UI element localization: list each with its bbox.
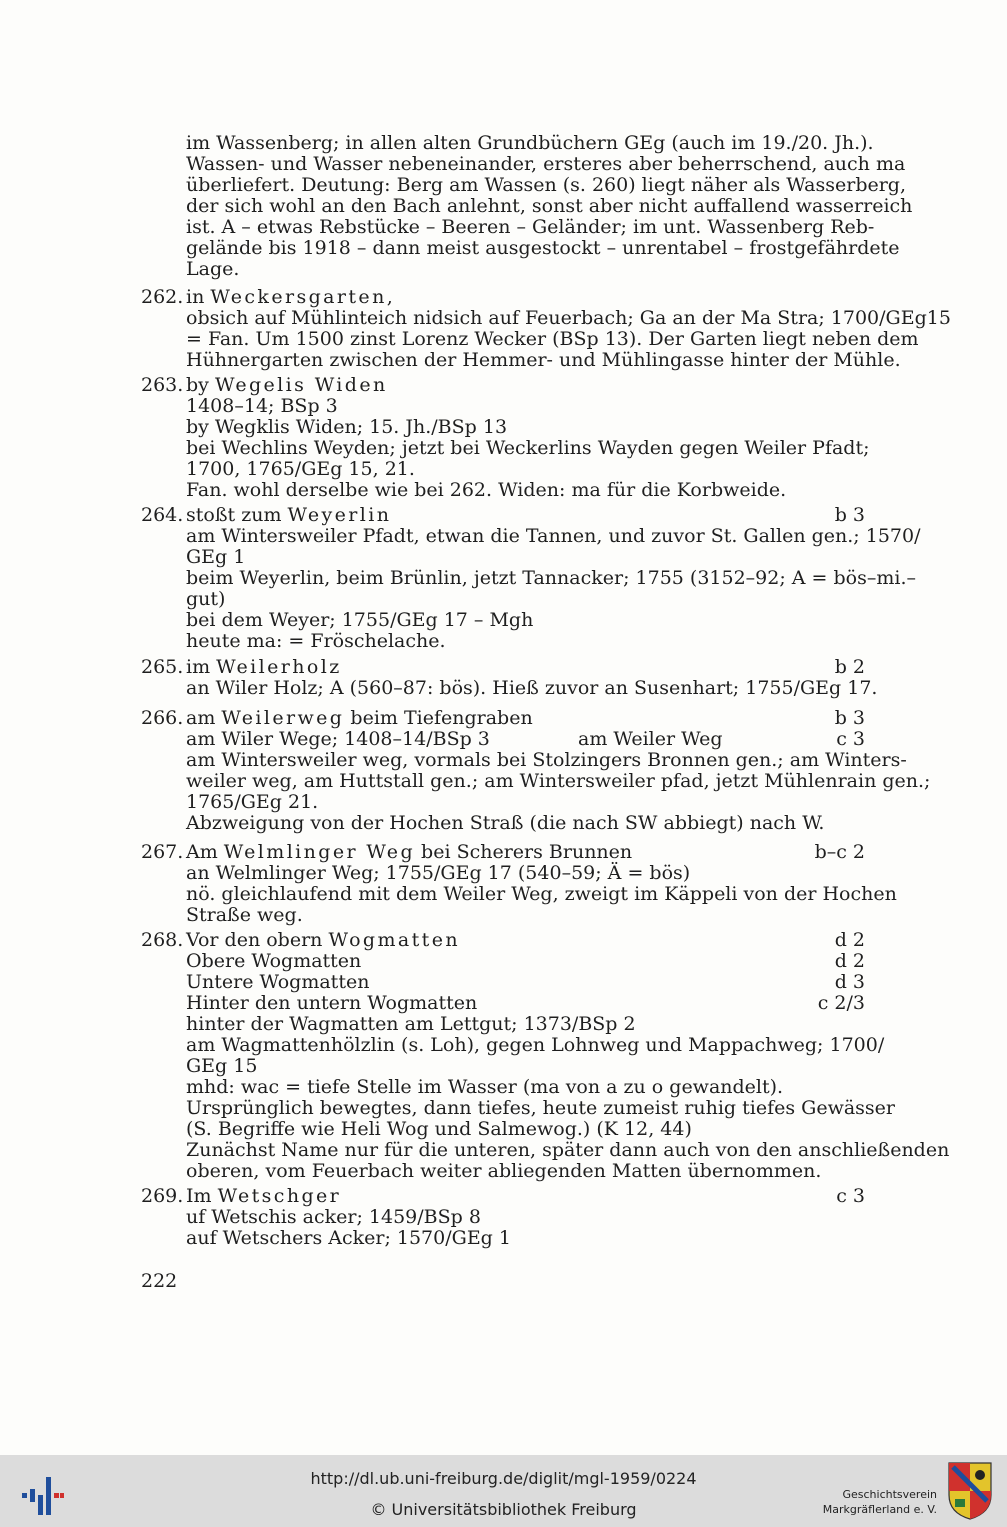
entry-heading: Vor den obern Wogmatten <box>186 929 460 951</box>
text-line: gelände bis 1918 – dann meist ausgestockt – unrentabel – frostgefährdete <box>186 237 900 259</box>
org-line: Markgräflerland e. V. <box>822 1503 937 1516</box>
copyright-text: © Universitätsbibliothek Freiburg <box>370 1500 637 1519</box>
place-name: Weyerlin <box>287 504 392 526</box>
footer-bar <box>0 1455 1007 1527</box>
text-line: GEg 15 <box>186 1055 258 1077</box>
variant-name: Hinter den untern Wogmatten <box>186 992 478 1014</box>
entry-heading: by Wegelis Widen <box>186 374 388 396</box>
text-line: an Welmlinger Weg; 1755/GEg 17 (540–59; Ä = bös) <box>186 862 691 884</box>
entry-number: 264. <box>141 504 184 526</box>
text-line: am Wiler Wege; 1408–14/BSp 3 <box>186 728 490 750</box>
variant-name: Obere Wogmatten <box>186 950 362 972</box>
grid-reference: b 3 <box>834 707 865 729</box>
text-line: im Wassenberg; in allen alten Grundbüchern GEg (auch im 19./20. Jh.). <box>186 132 874 154</box>
text-line: gut) <box>186 588 226 610</box>
grid-reference: d 2 <box>834 950 865 972</box>
entry-heading: in Weckersgarten, <box>186 286 396 308</box>
text-line: überliefert. Deutung: Berg am Wassen (s. 260) liegt näher als Wasserberg, <box>186 174 907 196</box>
text-line: obsich auf Mühlinteich nidsich auf Feuerbach; Ga an der Ma Stra; 1700/GEg15 <box>186 307 951 329</box>
grid-reference: b 2 <box>834 656 865 678</box>
text-line: Fan. wohl derselbe wie bei 262. Widen: ma für die Korbweide. <box>186 479 787 501</box>
text-line: an Wiler Holz; A (560–87: bös). Hieß zuvor an Susenhart; 1755/GEg 17. <box>186 677 878 699</box>
text-line: by Wegklis Widen; 15. Jh./BSp 13 <box>186 416 508 438</box>
text-line: ist. A – etwas Rebstücke – Beeren – Geländer; im unt. Wassenberg Reb- <box>186 216 875 238</box>
text-line: Abzweigung von der Hochen Straß (die nach SW abbiegt) nach W. <box>186 812 825 834</box>
organization-name <box>823 1487 937 1517</box>
entry-number: 266. <box>141 707 184 729</box>
grid-reference: c 3 <box>836 1185 865 1207</box>
text-line: Straße weg. <box>186 904 303 926</box>
place-name: Wetschger <box>217 1185 342 1207</box>
grid-reference: b 3 <box>834 504 865 526</box>
coat-of-arms-icon[interactable] <box>947 1461 993 1525</box>
text-line: 1765/GEg 21. <box>186 791 319 813</box>
entry-number: 268. <box>141 929 184 951</box>
text-line: der sich wohl an den Bach anlehnt, sonst aber nicht auffallend wasserreich <box>186 195 913 217</box>
text-line: 1408–14; BSp 3 <box>186 395 338 417</box>
place-name: Wogmatten <box>328 929 460 951</box>
place-name: Weilerholz <box>216 656 342 678</box>
text-line: = Fan. Um 1500 zinst Lorenz Wecker (BSp 13). Der Garten liegt neben dem <box>186 328 919 350</box>
text-line: Zunächst Name nur für die unteren, später dann auch von den anschließenden <box>186 1139 950 1161</box>
entry-number: 267. <box>141 841 184 863</box>
grid-reference: d 2 <box>834 929 865 951</box>
text-line: Hühnergarten zwischen der Hemmer- und Mühlingasse hinter der Mühle. <box>186 349 901 371</box>
entry-heading: im Weilerholz <box>186 656 342 678</box>
entry-heading: Am Welmlinger Weg bei Scherers Brunnen <box>186 841 633 863</box>
text-line: beim Weyerlin, beim Brünlin, jetzt Tannacker; 1755 (3152–92; A = bös–mi.– <box>186 567 917 589</box>
text-line: am Wintersweiler Pfadt, etwan die Tannen, und zuvor St. Gallen gen.; 1570/ <box>186 525 921 547</box>
text-line: am Weiler Weg <box>578 728 723 750</box>
text-line: am Wintersweiler weg, vormals bei Stolzingers Bronnen gen.; am Winters- <box>186 749 907 771</box>
text-line: mhd: wac = tiefe Stelle im Wasser (ma von a zu o gewandelt). <box>186 1076 784 1098</box>
text-line: bei dem Weyer; 1755/GEg 17 – Mgh <box>186 609 534 631</box>
entry-number: 265. <box>141 656 184 678</box>
text-line: Lage. <box>186 258 240 280</box>
grid-reference: c 3 <box>836 728 865 750</box>
place-name: Wegelis Widen <box>214 374 388 396</box>
org-line: Geschichtsverein <box>842 1488 937 1501</box>
place-name: Weckersgarten, <box>210 286 396 308</box>
entry-number: 262. <box>141 286 184 308</box>
entry-number: 269. <box>141 1185 184 1207</box>
grid-reference: c 2/3 <box>817 992 865 1014</box>
text-line: bei Wechlins Weyden; jetzt bei Weckerlins Wayden gegen Weiler Pfadt; <box>186 437 870 459</box>
place-name: Weilerweg <box>221 707 345 729</box>
text-line: hinter der Wagmatten am Lettgut; 1373/BSp 2 <box>186 1013 636 1035</box>
text-line: heute ma: = Fröschelache. <box>186 630 446 652</box>
text-line: 1700, 1765/GEg 15, 21. <box>186 458 415 480</box>
grid-reference: d 3 <box>834 971 865 993</box>
text-line: Wassen- und Wasser nebeneinander, ersteres aber beherrschend, auch ma <box>186 153 906 175</box>
text-line: (S. Begriffe wie Heli Wog und Salmewog.) (K 12, 44) <box>186 1118 692 1140</box>
place-name: Welmlinger Weg <box>223 841 416 863</box>
text-line: am Wagmattenhölzlin (s. Loh), gegen Lohnweg und Mappachweg; 1700/ <box>186 1034 885 1056</box>
variant-name: Untere Wogmatten <box>186 971 370 993</box>
entry-heading: Im Wetschger <box>186 1185 342 1207</box>
text-line: GEg 1 <box>186 546 246 568</box>
entry-heading: stoßt zum Weyerlin <box>186 504 392 526</box>
entry-heading: am Weilerweg beim Tiefengraben <box>186 707 533 729</box>
text-line: nö. gleichlaufend mit dem Weiler Weg, zweigt im Käppeli von der Hochen <box>186 883 897 905</box>
page-number: 222 <box>141 1270 178 1292</box>
text-line: Ursprünglich bewegtes, dann tiefes, heute zumeist ruhig tiefes Gewässer <box>186 1097 895 1119</box>
document-url-link[interactable]: http://dl.ub.uni-freiburg.de/diglit/mgl-1959/0224 <box>310 1469 697 1488</box>
text-line: oberen, vom Feuerbach weiter abliegenden Matten übernommen. <box>186 1160 822 1182</box>
text-line: weiler weg, am Huttstall gen.; am Wintersweiler pfad, jetzt Mühlenrain gen.; <box>186 770 931 792</box>
entry-number: 263. <box>141 374 184 396</box>
text-line: auf Wetschers Acker; 1570/GEg 1 <box>186 1227 511 1249</box>
text-line: uf Wetschis acker; 1459/BSp 8 <box>186 1206 481 1228</box>
grid-reference: b–c 2 <box>814 841 865 863</box>
